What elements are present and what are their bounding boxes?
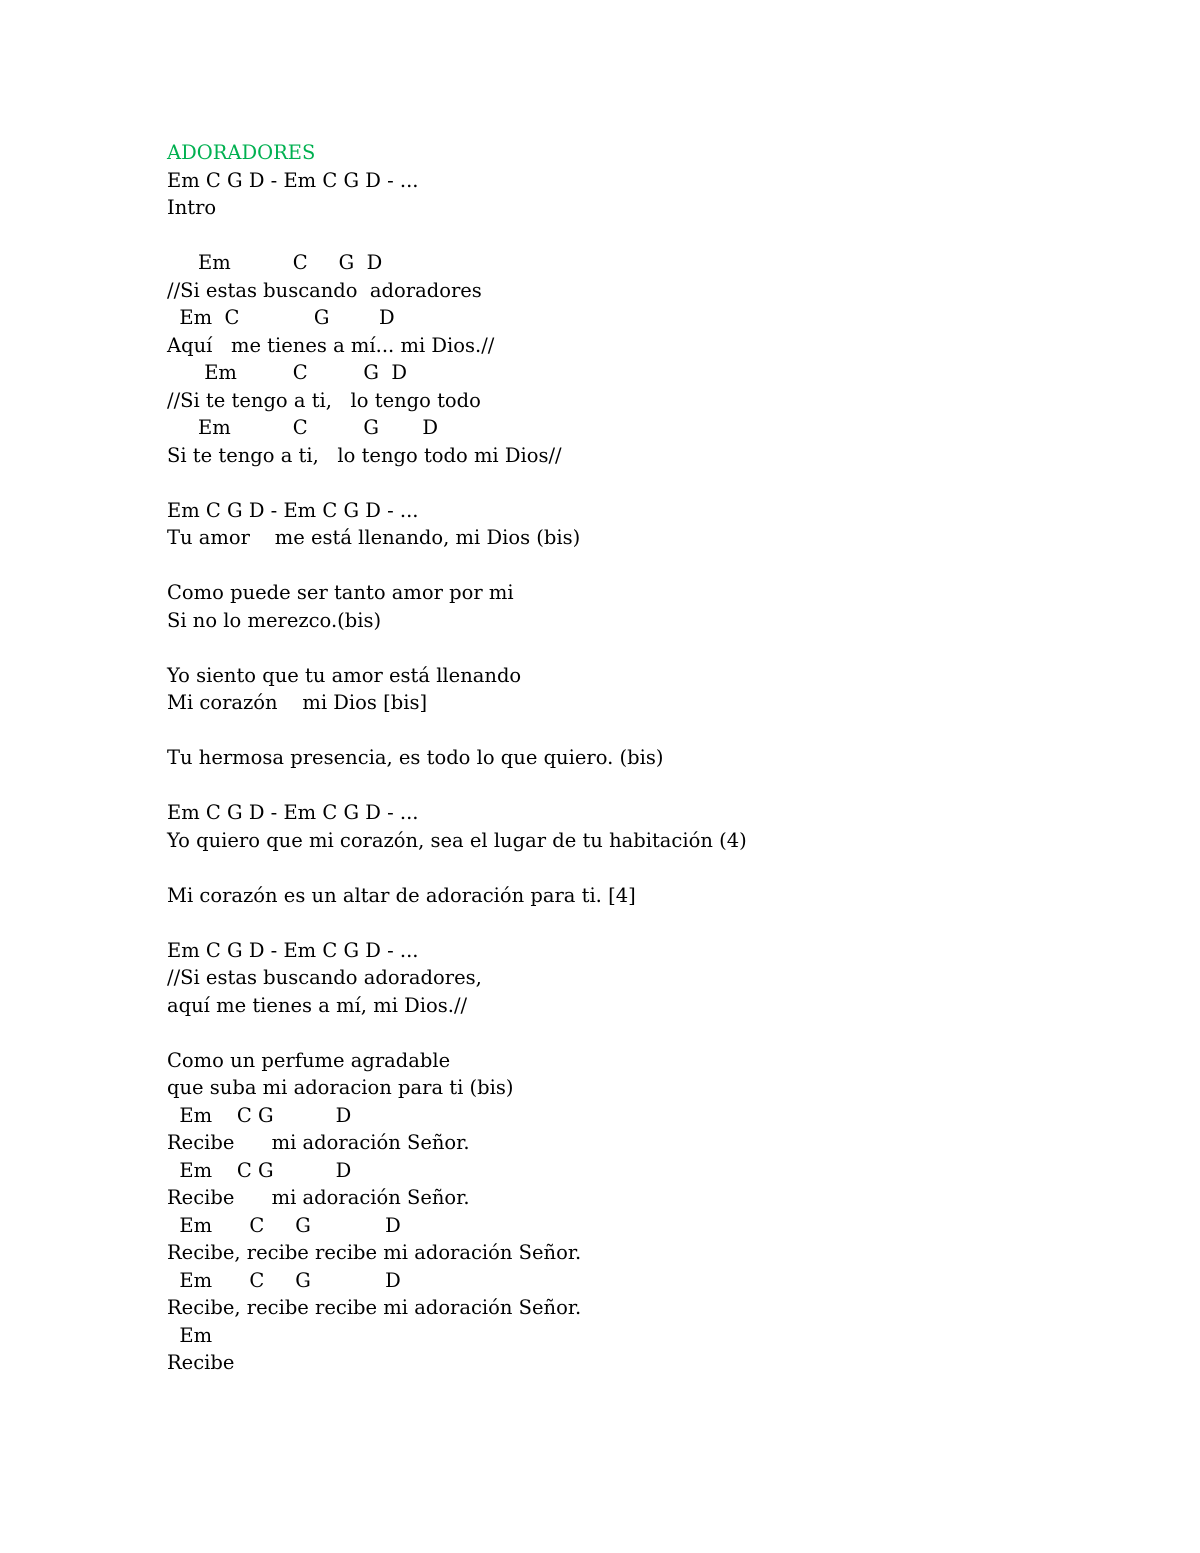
song-line: //Si te tengo a ti, lo tengo todo (167, 388, 481, 412)
song-line: Si no lo merezco.(bis) (167, 608, 382, 632)
song-line: Em C G D - Em C G D - ... (167, 801, 419, 824)
song-line: Como puede ser tanto amor por mi (167, 581, 514, 604)
song-line: que suba mi adoracion para ti (bis) (167, 1076, 514, 1099)
song-line: Em C G D (167, 361, 408, 384)
song-line: Yo siento que tu amor está llenando (167, 663, 522, 687)
blank-line (167, 772, 1167, 800)
song-sheet (167, 139, 1167, 1377)
song-line: Intro (167, 196, 217, 219)
song-body (167, 167, 1167, 1377)
blank-line (167, 552, 1167, 580)
song-line: Si te tengo a ti, lo tengo todo mi Dios// (167, 443, 562, 467)
song-line: Mi corazón mi Dios [bis] (167, 691, 428, 714)
song-line: Tu amor me está llenando, mi Dios (bis) (167, 526, 581, 549)
song-line: Recibe (167, 1351, 235, 1374)
song-line: Em C G D - Em C G D - ... (167, 168, 419, 192)
blank-line (167, 634, 1167, 662)
song-line: Em C G D (167, 1103, 352, 1127)
blank-line (167, 909, 1167, 937)
blank-line (167, 469, 1167, 497)
song-line: Como un perfume agradable (167, 1048, 451, 1072)
song-line: Em C G D (167, 251, 383, 274)
blank-line (167, 854, 1167, 882)
blank-line (167, 717, 1167, 745)
song-line: Em C G D (167, 1158, 352, 1182)
song-line: //Si estas buscando adoradores, (167, 966, 482, 989)
song-line: Em C G D (167, 416, 439, 439)
song-line: Recibe mi adoración Señor. (167, 1131, 470, 1154)
song-line: Recibe mi adoración Señor. (167, 1186, 470, 1209)
song-line: Tu hermosa presencia, es todo lo que quiero. (bis) (167, 746, 664, 769)
song-line: Mi corazón es un altar de adoración para ti. [4] (167, 883, 636, 907)
song-line: Em C G D (167, 306, 395, 329)
song-line: Aquí me tienes a mí... mi Dios.// (167, 333, 495, 357)
song-line: Em C G D (167, 1268, 401, 1292)
song-line: aquí me tienes a mí, mi Dios.// (167, 993, 468, 1017)
song-line: Em C G D - Em C G D - ... (167, 938, 419, 962)
song-line: Em (167, 1323, 213, 1347)
blank-line (167, 222, 1167, 250)
song-line: Recibe, recibe recibe mi adoración Señor. (167, 1241, 582, 1264)
song-line: //Si estas buscando adoradores (167, 278, 482, 302)
blank-line (167, 1019, 1167, 1047)
song-line: Yo quiero que mi corazón, sea el lugar de tu habitación (4) (167, 828, 747, 852)
song-title: ADORADORES (167, 141, 316, 164)
song-line: Recibe, recibe recibe mi adoración Señor. (167, 1296, 582, 1319)
song-line: Em C G D - Em C G D - ... (167, 498, 419, 522)
song-line: Em C G D (167, 1213, 401, 1237)
